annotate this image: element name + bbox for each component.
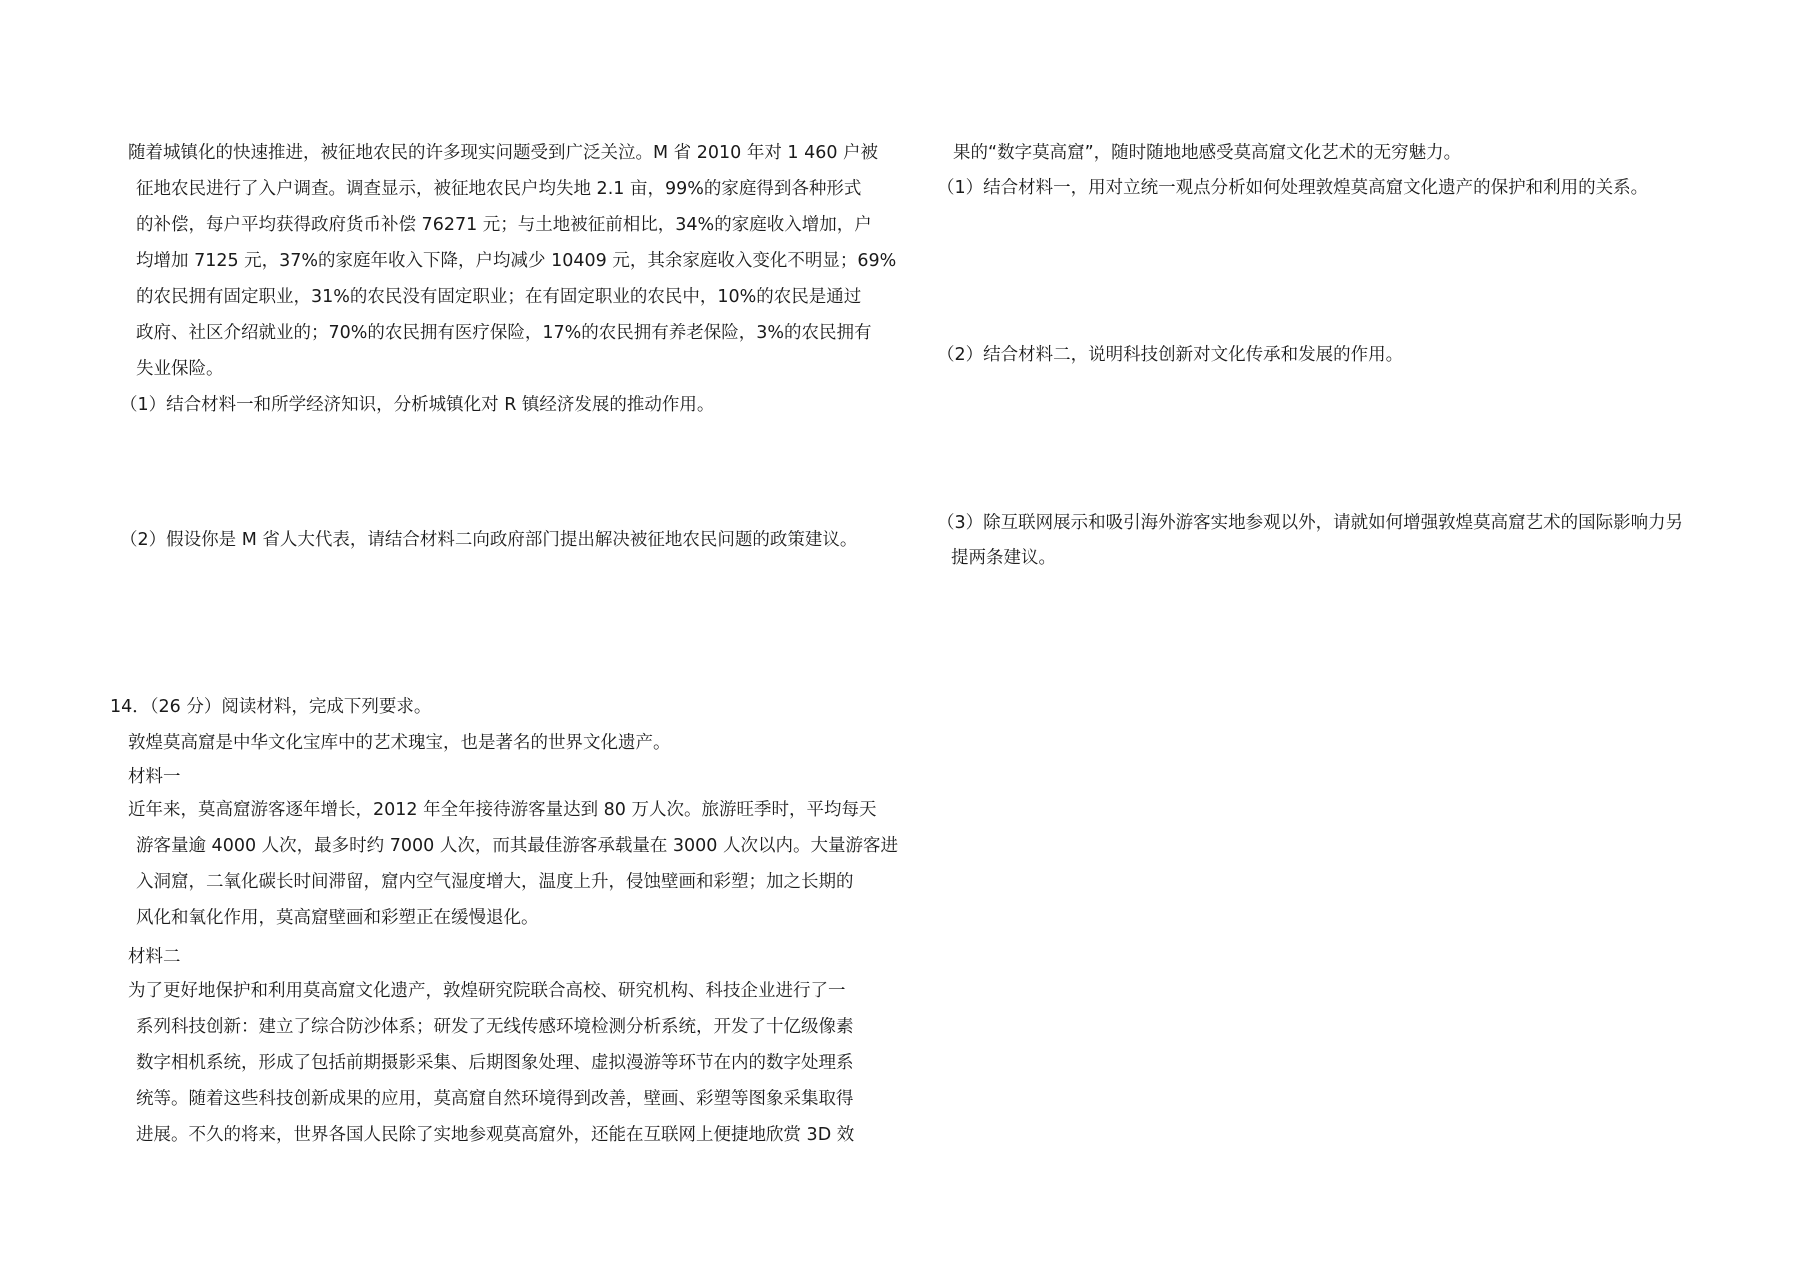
question-14-header: 14．（26 分）阅读材料，完成下列要求。	[110, 697, 432, 717]
paragraph-line: 为了更好地保护和利用莫高窟文化遗产，敦煌研究院联合高校、研究机构、科技企业进行了一	[128, 981, 846, 1001]
paragraph-line: 系列科技创新：建立了综合防沙体系；研发了无线传感环境检测分析系统，开发了十亿级像素	[136, 1017, 854, 1037]
question-1-right: （1）结合材料一，用对立统一观点分析如何处理敦煌莫高窟文化遗产的保护和利用的关系。	[937, 178, 1649, 198]
paragraph-line: 近年来，莫高窟游客逐年增长，2012 年全年接待游客量达到 80 万人次。旅游旺季时，平均每天	[128, 800, 877, 820]
question-3-right-continued: 提两条建议。	[951, 548, 1056, 568]
question-2-right: （2）结合材料二，说明科技创新对文化传承和发展的作用。	[937, 345, 1404, 365]
paragraph-line: 风化和氧化作用，莫高窟壁画和彩塑正在缓慢退化。	[136, 908, 539, 928]
material-paragraph-farmers	[128, 135, 913, 387]
intro-line: 敦煌莫高窟是中华文化宝库中的艺术瑰宝，也是著名的世界文化遗产。	[128, 733, 671, 753]
paragraph-line: 的补偿，每户平均获得政府货币补偿 76271 元；与土地被征前相比，34%的家庭收入增加，户	[136, 215, 872, 235]
question-1-left: （1）结合材料一和所学经济知识，分析城镇化对 R 镇经济发展的推动作用。	[120, 395, 715, 415]
material-1-paragraph	[128, 792, 913, 936]
paragraph-line: 进展。不久的将来，世界各国人民除了实地参观莫高窟外，还能在互联网上便捷地欣赏 3D 效	[136, 1125, 855, 1145]
question-2-left: （2）假设你是 M 省人大代表，请结合材料二向政府部门提出解决被征地农民问题的政策建议。	[120, 530, 858, 550]
paragraph-line: 的农民拥有固定职业，31%的农民没有固定职业；在有固定职业的农民中，10%的农民是通过	[136, 287, 862, 307]
paragraph-line: 征地农民进行了入户调查。调查显示，被征地农民户均失地 2.1 亩，99%的家庭得到各种形式	[136, 179, 862, 199]
paragraph-line: 政府、社区介绍就业的；70%的农民拥有医疗保险，17%的农民拥有养老保险，3%的农民拥有	[136, 323, 872, 343]
continued-paragraph-line: 果的“数字莫高窟”，随时随地地感受莫高窟文化艺术的无穷魅力。	[953, 143, 1462, 163]
paragraph-line: 游客量逾 4000 人次，最多时约 7000 人次，而其最佳游客承载量在 3000 人次以内。大量游客进	[136, 836, 898, 856]
paragraph-line: 均增加 7125 元，37%的家庭年收入下降，户均减少 10409 元，其余家庭收入变化不明显；69%	[136, 251, 897, 271]
question-3-right: （3）除互联网展示和吸引海外游客实地参观以外，请就如何增强敦煌莫高窟艺术的国际影响力另	[937, 513, 1684, 533]
material-2-paragraph	[128, 973, 913, 1153]
material-2-label: 材料二	[128, 947, 181, 967]
material-1-label: 材料一	[128, 767, 181, 787]
paragraph-line: 入洞窟，二氧化碳长时间滞留，窟内空气湿度增大，温度上升，侵蚀壁画和彩塑；加之长期的	[136, 872, 854, 892]
paragraph-line: 随着城镇化的快速推进，被征地农民的许多现实问题受到广泛关泣。M 省 2010 年对 1 460 户被	[128, 143, 879, 163]
paragraph-line: 失业保险。	[136, 359, 224, 379]
paragraph-line: 统等。随着这些科技创新成果的应用，莫高窟自然环境得到改善，壁画、彩塑等图象采集取得	[136, 1089, 854, 1109]
paragraph-line: 数字相机系统，形成了包括前期摄影采集、后期图象处理、虚拟漫游等环节在内的数字处理系	[136, 1053, 854, 1073]
